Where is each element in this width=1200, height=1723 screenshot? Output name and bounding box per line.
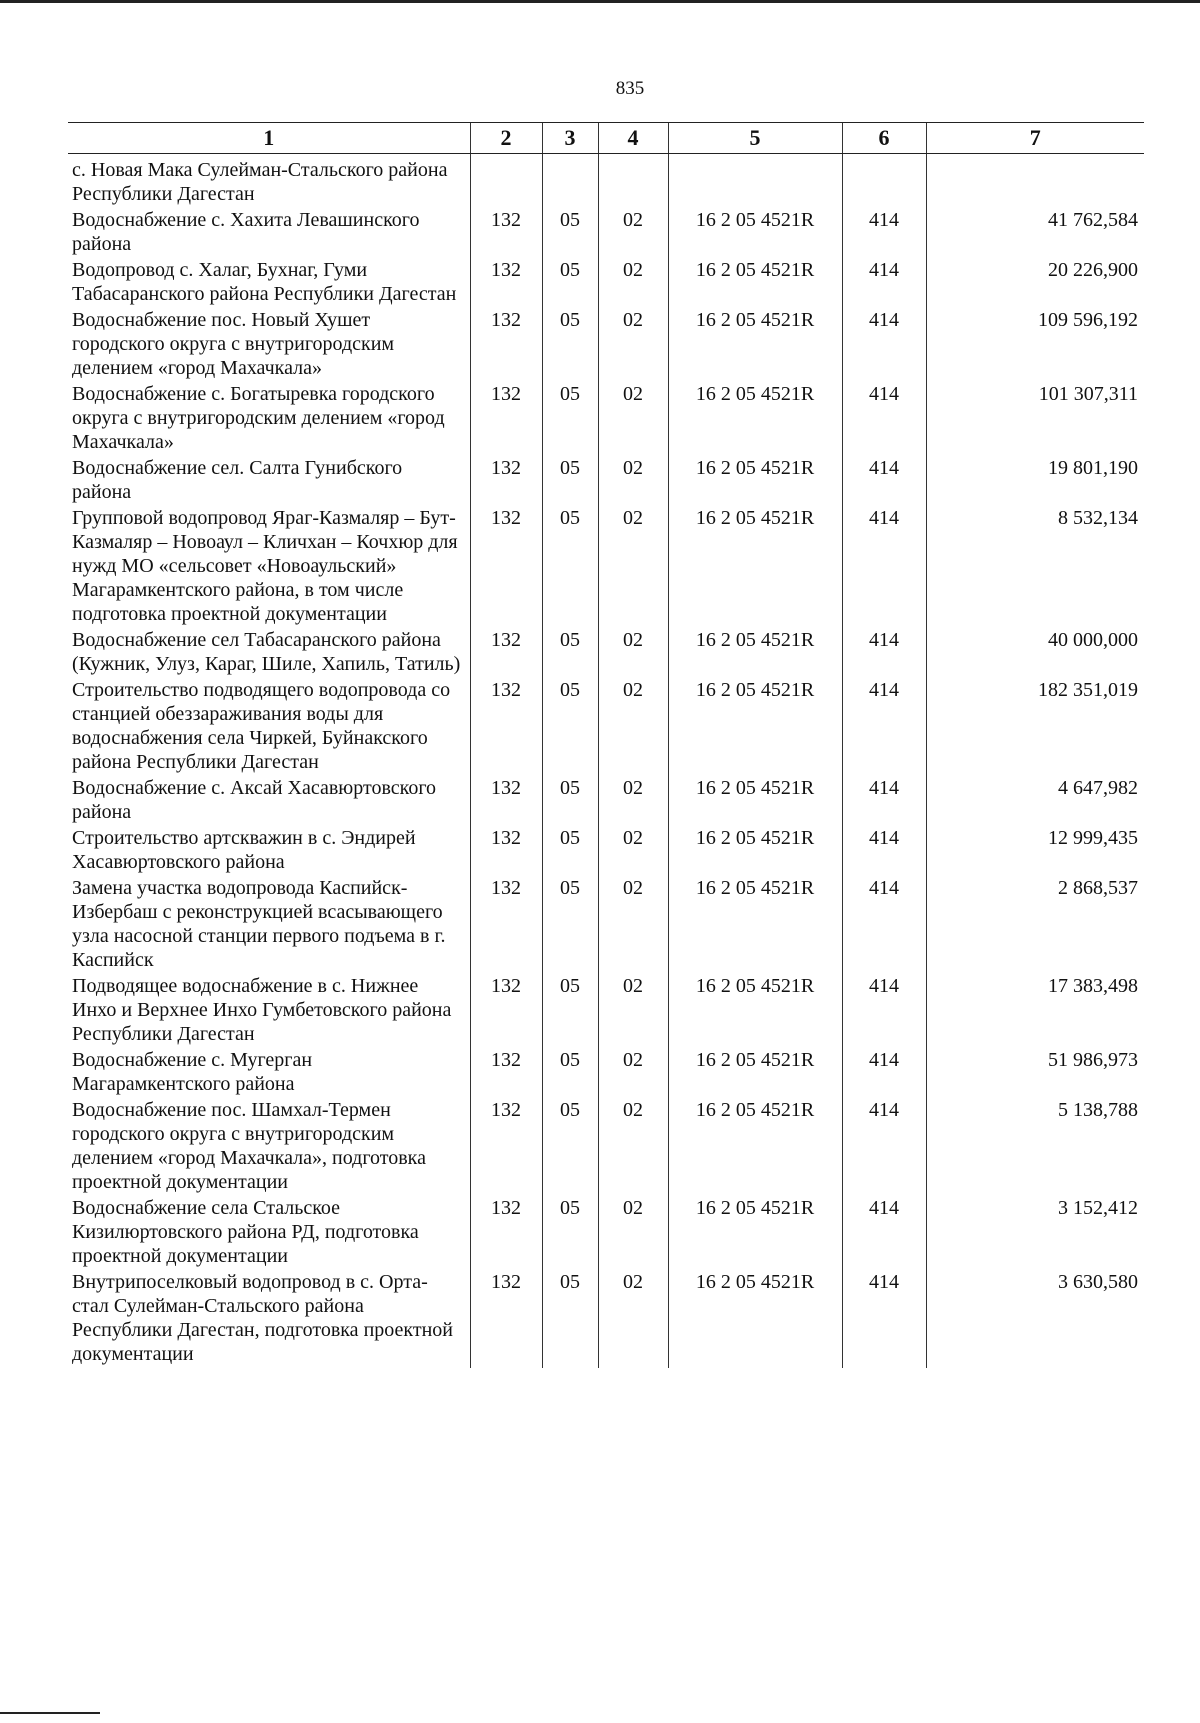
section-code-cell: 05 (542, 1196, 598, 1270)
amount-cell: 182 351,019 (926, 678, 1144, 776)
amount-cell: 109 596,192 (926, 308, 1144, 382)
amount-cell: 41 762,584 (926, 208, 1144, 258)
project-name-cell: Водоснабжение пос. Шамхал-Термен городского округа с внутригородским делением «город Махачкала», подготовка проектной документации (72, 1099, 426, 1193)
project-name-cell: Водоснабжение села Стальское Кизилюртовского района РД, подготовка проектной документации (72, 1197, 419, 1267)
section-code-cell: 05 (542, 678, 598, 776)
table-row (68, 1196, 1144, 1270)
project-name-cell: Водоснабжение сел Табасаранского района (Кужник, Улуз, Караг, Шиле, Хапиль, Татиль) (72, 629, 461, 675)
section-code-cell: 05 (542, 1048, 598, 1098)
amount-cell: 3 152,412 (926, 1196, 1144, 1270)
target-item-cell: 16 2 05 4521R (668, 208, 842, 258)
expense-type-cell: 414 (842, 382, 926, 456)
column-header: 7 (926, 123, 1144, 154)
subsection-code-cell: 02 (598, 1098, 668, 1196)
subsection-code-cell: 02 (598, 1196, 668, 1270)
column-header: 4 (598, 123, 668, 154)
section-code-cell (542, 154, 598, 209)
target-item-cell: 16 2 05 4521R (668, 456, 842, 506)
table-row (68, 208, 1144, 258)
amount-cell: 19 801,190 (926, 456, 1144, 506)
column-header: 3 (542, 123, 598, 154)
target-item-cell: 16 2 05 4521R (668, 382, 842, 456)
section-code-cell: 05 (542, 876, 598, 974)
table-row (68, 876, 1144, 974)
ministry-code-cell: 132 (470, 258, 542, 308)
table-row (68, 974, 1144, 1048)
target-item-cell: 16 2 05 4521R (668, 1048, 842, 1098)
section-code-cell: 05 (542, 776, 598, 826)
project-name-cell: Водоснабжение с. Мугерган Магарамкентского района (72, 1049, 313, 1095)
subsection-code-cell: 02 (598, 1048, 668, 1098)
amount-cell: 40 000,000 (926, 628, 1144, 678)
table-row (68, 1048, 1144, 1098)
table-row (68, 628, 1144, 678)
subsection-code-cell: 02 (598, 456, 668, 506)
subsection-code-cell: 02 (598, 628, 668, 678)
ministry-code-cell: 132 (470, 826, 542, 876)
table-row (68, 308, 1144, 382)
expense-type-cell: 414 (842, 974, 926, 1048)
table-body (68, 154, 1144, 1369)
project-name-cell: Внутрипоселковый водопровод в с. Орта-стал Сулейман-Стальского района Республики Дагестан, подготовка проектной документации (72, 1271, 453, 1365)
ministry-code-cell: 132 (470, 456, 542, 506)
subsection-code-cell: 02 (598, 1270, 668, 1368)
section-code-cell: 05 (542, 208, 598, 258)
subsection-code-cell: 02 (598, 826, 668, 876)
project-name-cell: Водоснабжение пос. Новый Хушет городского округа с внутригородским делением «город Махачкала» (72, 309, 395, 379)
expense-type-cell: 414 (842, 258, 926, 308)
page-number: 835 (615, 78, 645, 99)
target-item-cell: 16 2 05 4521R (668, 1270, 842, 1368)
expense-type-cell: 414 (842, 876, 926, 974)
table-row (68, 1270, 1144, 1368)
project-name-cell: с. Новая Мака Сулейман-Стальского района Республики Дагестан (72, 159, 448, 205)
target-item-cell: 16 2 05 4521R (668, 1098, 842, 1196)
amount-cell: 3 630,580 (926, 1270, 1144, 1368)
table-header-row (68, 123, 1144, 154)
column-header: 6 (842, 123, 926, 154)
expense-type-cell: 414 (842, 208, 926, 258)
target-item-cell: 16 2 05 4521R (668, 628, 842, 678)
expense-type-cell: 414 (842, 776, 926, 826)
section-code-cell: 05 (542, 456, 598, 506)
ministry-code-cell: 132 (470, 506, 542, 628)
column-header: 1 (68, 123, 470, 154)
section-code-cell: 05 (542, 382, 598, 456)
section-code-cell: 05 (542, 826, 598, 876)
amount-cell (926, 154, 1144, 209)
project-name-cell: Водоснабжение с. Богатыревка городского округа с внутригородским делением «город Махачкала» (72, 383, 445, 453)
ministry-code-cell: 132 (470, 974, 542, 1048)
table-row (68, 382, 1144, 456)
expense-type-cell: 414 (842, 1048, 926, 1098)
project-name-cell: Водопровод с. Халаг, Бухнаг, Гуми Табасаранского района Республики Дагестан (72, 259, 457, 305)
column-header: 2 (470, 123, 542, 154)
section-code-cell: 05 (542, 974, 598, 1048)
ministry-code-cell: 132 (470, 1098, 542, 1196)
subsection-code-cell: 02 (598, 382, 668, 456)
project-name-cell: Строительство подводящего водопровода со станцией обеззараживания воды для водоснабжения села Чиркей, Буйнакского района Республики Дагестан (72, 679, 451, 773)
project-name-cell: Строительство артскважин в с. Эндирей Хасавюртовского района (72, 827, 416, 873)
ministry-code-cell: 132 (470, 776, 542, 826)
section-code-cell: 05 (542, 628, 598, 678)
amount-cell: 101 307,311 (926, 382, 1144, 456)
amount-cell: 51 986,973 (926, 1048, 1144, 1098)
expense-type-cell: 414 (842, 628, 926, 678)
section-code-cell: 05 (542, 1270, 598, 1368)
expense-type-cell: 414 (842, 506, 926, 628)
table-row (68, 506, 1144, 628)
expense-type-cell: 414 (842, 1098, 926, 1196)
section-code-cell: 05 (542, 308, 598, 382)
target-item-cell: 16 2 05 4521R (668, 974, 842, 1048)
amount-cell: 8 532,134 (926, 506, 1144, 628)
subsection-code-cell: 02 (598, 506, 668, 628)
amount-cell: 2 868,537 (926, 876, 1144, 974)
subsection-code-cell: 02 (598, 258, 668, 308)
amount-cell: 5 138,788 (926, 1098, 1144, 1196)
ministry-code-cell: 132 (470, 382, 542, 456)
amount-cell: 4 647,982 (926, 776, 1144, 826)
ministry-code-cell: 132 (470, 678, 542, 776)
target-item-cell (668, 154, 842, 209)
amount-cell: 12 999,435 (926, 826, 1144, 876)
table-row (68, 776, 1144, 826)
expense-type-cell: 414 (842, 1196, 926, 1270)
ministry-code-cell: 132 (470, 1196, 542, 1270)
expense-type-cell: 414 (842, 456, 926, 506)
subsection-code-cell: 02 (598, 776, 668, 826)
table-row (68, 1098, 1144, 1196)
ministry-code-cell: 132 (470, 628, 542, 678)
expense-type-cell: 414 (842, 1270, 926, 1368)
table-row (68, 826, 1144, 876)
ministry-code-cell: 132 (470, 208, 542, 258)
section-code-cell: 05 (542, 506, 598, 628)
target-item-cell: 16 2 05 4521R (668, 776, 842, 826)
table-row (68, 678, 1144, 776)
section-code-cell: 05 (542, 1098, 598, 1196)
expense-type-cell: 414 (842, 308, 926, 382)
subsection-code-cell: 02 (598, 974, 668, 1048)
project-name-cell: Водоснабжение сел. Салта Гунибского района (72, 457, 403, 503)
ministry-code-cell: 132 (470, 1048, 542, 1098)
project-name-cell: Подводящее водоснабжение в с. Нижнее Инхо и Верхнее Инхо Гумбетовского района Республики Дагестан (72, 975, 452, 1045)
expense-type-cell (842, 154, 926, 209)
top-border-line (0, 0, 1200, 3)
subsection-code-cell: 02 (598, 308, 668, 382)
ministry-code-cell: 132 (470, 308, 542, 382)
subsection-code-cell (598, 154, 668, 209)
ministry-code-cell: 132 (470, 1270, 542, 1368)
table-row (68, 154, 1144, 209)
amount-cell: 17 383,498 (926, 974, 1144, 1048)
budget-table (68, 122, 1144, 1368)
section-code-cell: 05 (542, 258, 598, 308)
subsection-code-cell: 02 (598, 876, 668, 974)
subsection-code-cell: 02 (598, 208, 668, 258)
column-header: 5 (668, 123, 842, 154)
expense-type-cell: 414 (842, 678, 926, 776)
footnote-rule (0, 1712, 100, 1714)
target-item-cell: 16 2 05 4521R (668, 308, 842, 382)
subsection-code-cell: 02 (598, 678, 668, 776)
project-name-cell: Водоснабжение с. Хахита Левашинского района (72, 209, 420, 255)
target-item-cell: 16 2 05 4521R (668, 506, 842, 628)
project-name-cell: Замена участка водопровода Каспийск-Избербаш с реконструкцией всасывающего узла насосной станции первого подъема в г. Каспийск (72, 877, 446, 971)
target-item-cell: 16 2 05 4521R (668, 1196, 842, 1270)
table-row (68, 456, 1144, 506)
expense-type-cell: 414 (842, 826, 926, 876)
ministry-code-cell (470, 154, 542, 209)
project-name-cell: Водоснабжение с. Аксай Хасавюртовского района (72, 777, 437, 823)
target-item-cell: 16 2 05 4521R (668, 826, 842, 876)
target-item-cell: 16 2 05 4521R (668, 876, 842, 974)
target-item-cell: 16 2 05 4521R (668, 678, 842, 776)
table-row (68, 258, 1144, 308)
project-name-cell: Групповой водопровод Яраг-Казмаляр – Бут-Казмаляр – Новоаул – Кличхан – Кочхюр для нужд МО «сельсовет «Новоаульский» Магарамкентского района, в том числе подготовка проектной документации (72, 507, 458, 625)
target-item-cell: 16 2 05 4521R (668, 258, 842, 308)
ministry-code-cell: 132 (470, 876, 542, 974)
amount-cell: 20 226,900 (926, 258, 1144, 308)
